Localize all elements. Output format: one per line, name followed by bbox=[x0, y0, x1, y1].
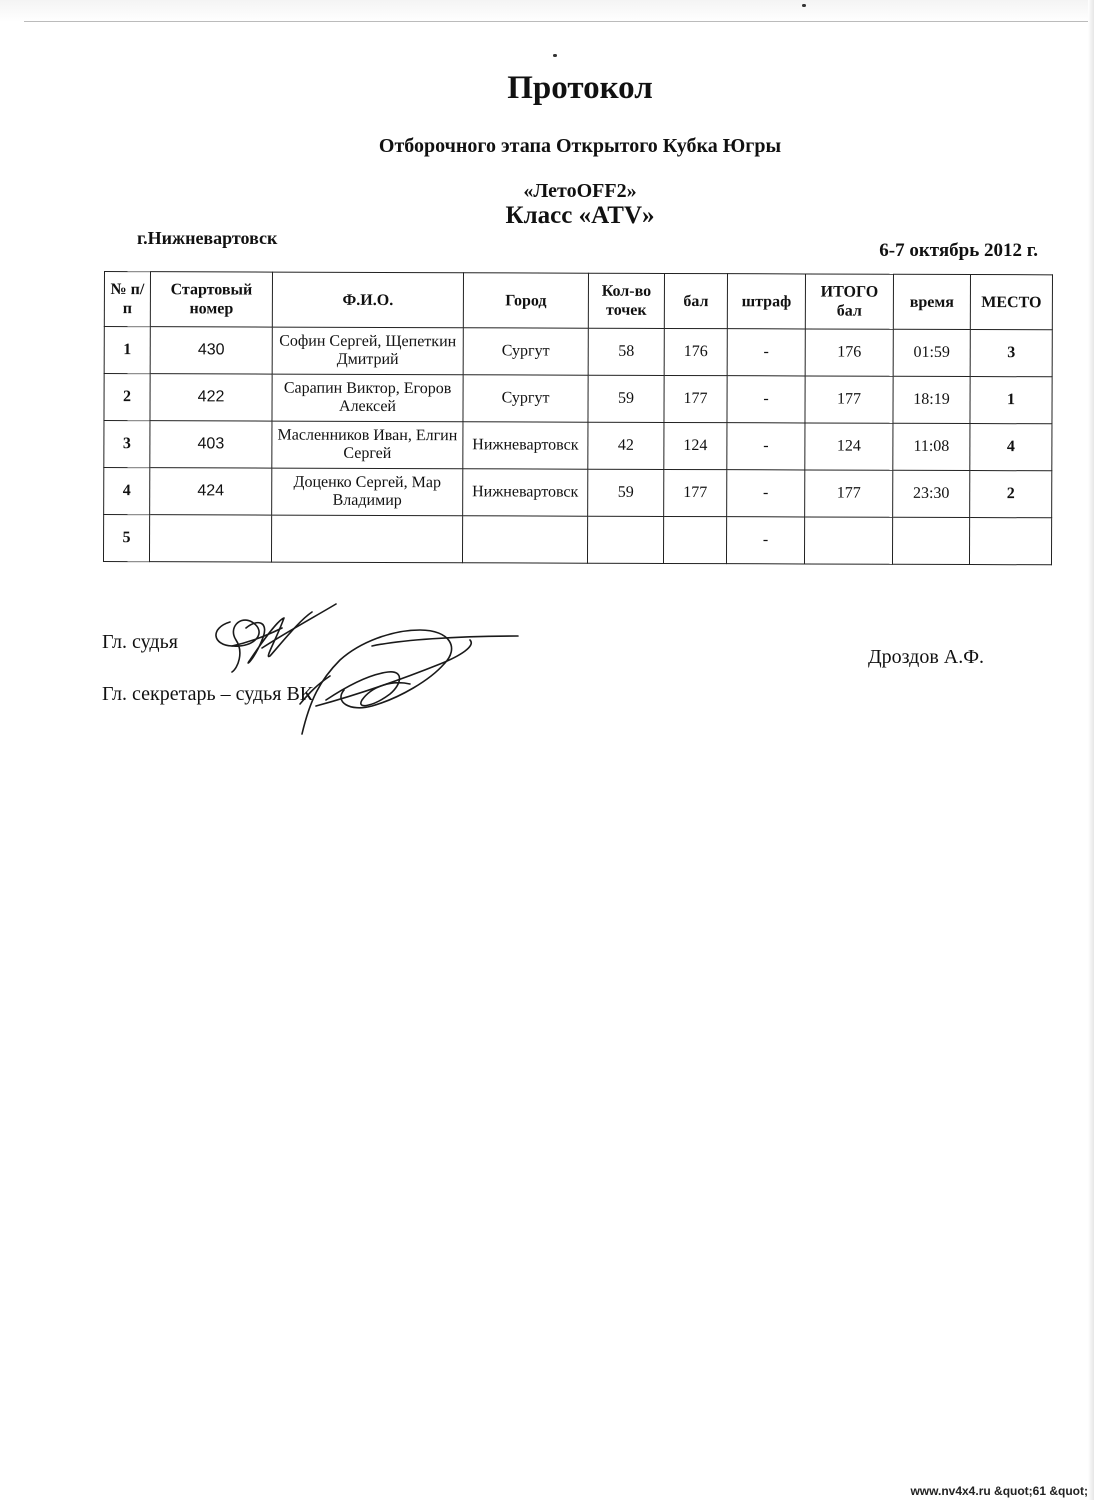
crew-city: Нижневартовск bbox=[463, 422, 588, 469]
start-number: 403 bbox=[150, 421, 272, 468]
score: 176 bbox=[664, 328, 727, 375]
place: 4 bbox=[970, 424, 1052, 471]
crew-city: Сургут bbox=[463, 328, 588, 375]
column-header: Стартовый номер bbox=[150, 272, 272, 327]
row-number: 5 bbox=[103, 515, 149, 562]
row-number: 4 bbox=[104, 468, 150, 515]
time: 18:19 bbox=[893, 376, 970, 423]
column-header: время bbox=[893, 274, 970, 329]
judge-name: Дроздов А.Ф. bbox=[868, 646, 985, 668]
column-header: ИТОГО бал bbox=[805, 274, 893, 329]
row-number: 2 bbox=[104, 374, 150, 421]
event-city: г.Нижневартовск bbox=[137, 228, 278, 248]
start-number: 430 bbox=[150, 327, 272, 374]
column-header: № п/п bbox=[104, 272, 150, 327]
score: 177 bbox=[664, 375, 727, 422]
row-number: 3 bbox=[104, 421, 150, 468]
class-label: Класс «ATV» bbox=[505, 202, 655, 229]
column-header: бал bbox=[664, 273, 727, 328]
chief-secretary-label: Гл. секретарь – судья ВК bbox=[102, 683, 314, 705]
points-count: 58 bbox=[588, 328, 664, 375]
score: 124 bbox=[664, 422, 727, 469]
points-count: 59 bbox=[588, 469, 664, 516]
points-count: 42 bbox=[588, 422, 664, 469]
document-title: Протокол bbox=[507, 70, 653, 106]
chief-judge-label: Гл. судья bbox=[102, 631, 178, 653]
time: 11:08 bbox=[893, 423, 970, 470]
crew-names: Масленников Иван, Елгин Сергей bbox=[272, 421, 463, 469]
score: 177 bbox=[664, 469, 727, 516]
place: 1 bbox=[970, 377, 1052, 424]
penalty: - bbox=[727, 376, 805, 423]
column-header: Кол-во точек bbox=[588, 273, 664, 328]
start-number: 424 bbox=[150, 468, 272, 515]
place: 3 bbox=[970, 330, 1052, 377]
column-header: Город bbox=[463, 273, 588, 328]
total-score: 177 bbox=[805, 376, 893, 423]
document-subtitle: Отборочного этапа Открытого Кубка Югры bbox=[378, 135, 782, 157]
crew-city: Нижневартовск bbox=[463, 469, 588, 516]
column-header: штраф bbox=[727, 274, 805, 329]
row-number: 1 bbox=[104, 327, 150, 374]
watermark-footer: www.nv4x4.ru &quot;61 &quot; bbox=[910, 1484, 1088, 1498]
column-header: МЕСТО bbox=[970, 275, 1052, 330]
total-score: 177 bbox=[805, 470, 893, 517]
penalty: - bbox=[726, 517, 804, 564]
event-date: 6-7 октябрь 2012 г. bbox=[879, 240, 1038, 261]
penalty: - bbox=[727, 329, 805, 376]
time: 23:30 bbox=[893, 470, 970, 517]
total-score: 124 bbox=[805, 423, 893, 470]
penalty: - bbox=[727, 470, 805, 517]
total-score: 176 bbox=[805, 329, 893, 376]
points-count: 59 bbox=[588, 375, 664, 422]
place: 2 bbox=[970, 471, 1052, 518]
crew-names: Доценко Сергей, Мар Владимир bbox=[272, 468, 463, 516]
event-name: «ЛетоOFF2» bbox=[523, 180, 637, 202]
column-header: Ф.И.О. bbox=[272, 272, 463, 328]
crew-names: Сарапин Виктор, Егоров Алексей bbox=[272, 374, 463, 422]
crew-names: Софин Сергей, Щепеткин Дмитрий bbox=[272, 327, 463, 375]
crew-city: Сургут bbox=[463, 375, 588, 422]
start-number: 422 bbox=[150, 374, 272, 421]
time: 01:59 bbox=[893, 329, 970, 376]
penalty: - bbox=[727, 423, 805, 470]
